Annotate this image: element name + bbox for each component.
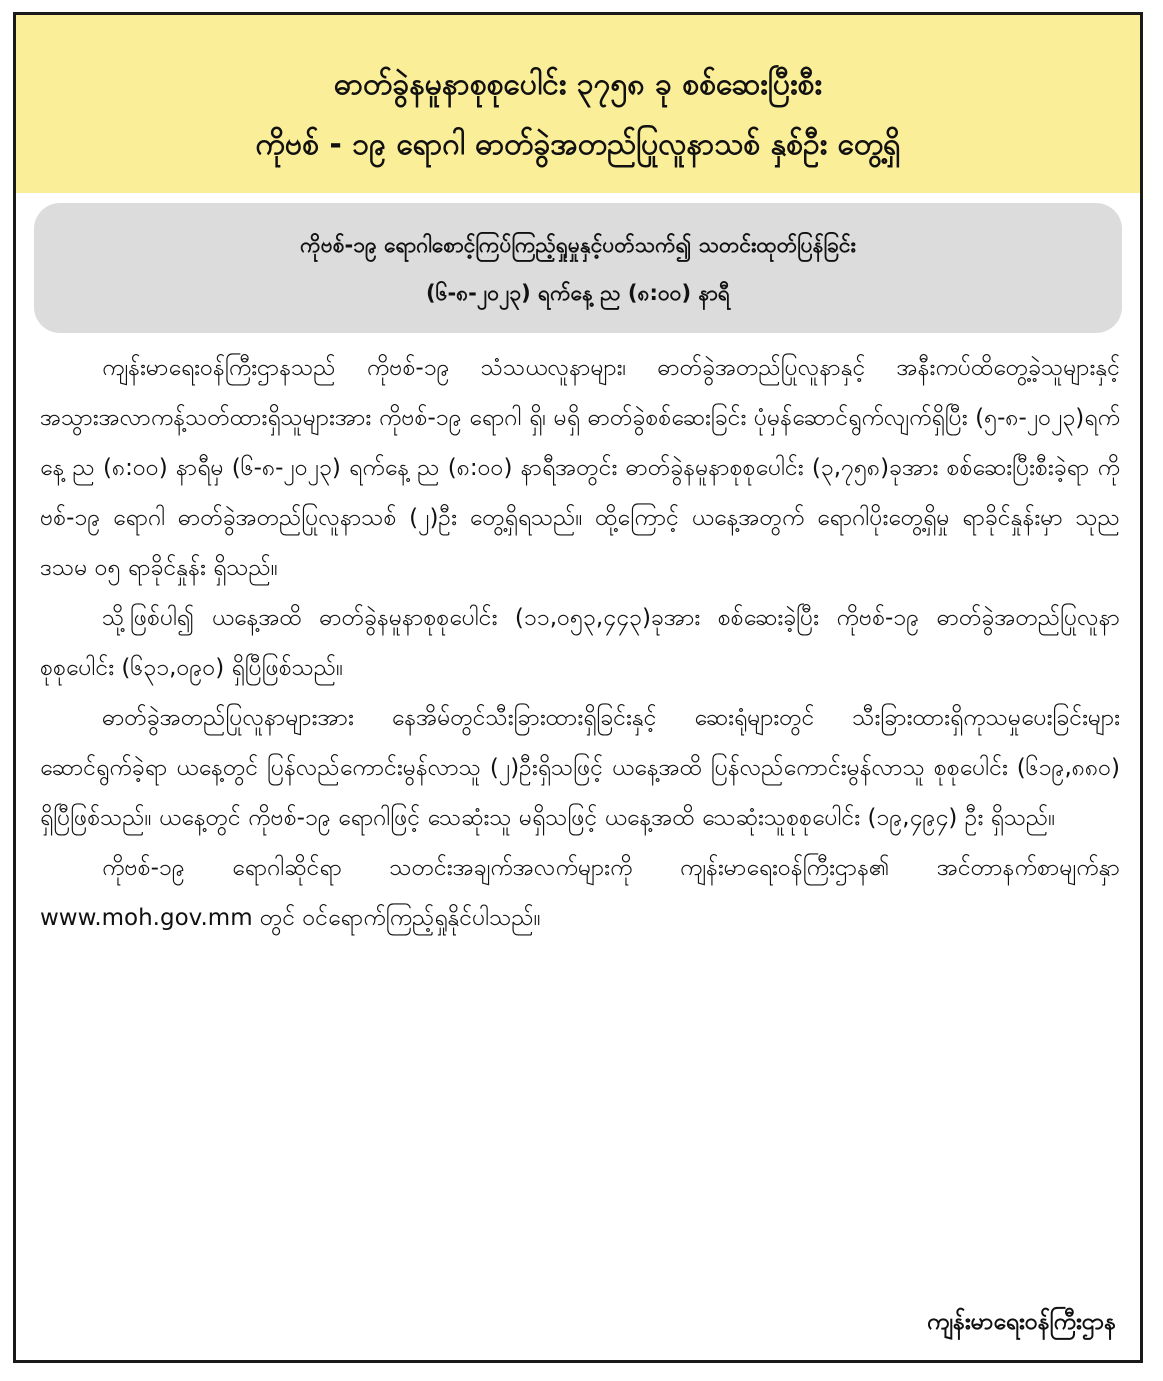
paragraph-cumulative-totals: သို့ဖြစ်ပါ၍ ယနေ့အထိ ဓာတ်ခွဲနမူနာစုစုပေါင်း (၁၁,၀၅၃,၄၄၃)ခုအား စစ်ဆေးခဲ့ပြီး ကိုဗစ်-၁၉ ဓာတ်ခွဲအတည်ပြုလူနာ စုစုပေါင်း (၆၃၁,၀၉၀) ရှိပြီဖြစ်သည်။ <box>40 605 1120 681</box>
paragraph-test-results: ကျန်းမာရေးဝန်ကြီးဌာနသည် ကိုဗစ်-၁၉ သံသယလူနာများ၊ ဓာတ်ခွဲအတည်ပြုလူနာနှင့် အနီးကပ်ထိတွေ့ခဲ့သူများနှင့် အသွားအလာကန့်သတ်ထားရှိသူများအား ကိုဗစ်-၁၉ ရောဂါ ရှိ၊ မရှိ ဓာတ်ခွဲစစ်ဆေးခြင်း ပုံမှန်ဆောင်ရွက်လျက်ရှိပြီး (၅-၈-၂၀၂၃)ရက်နေ့ ည (၈:၀၀) နာရီမှ (၆-၈-၂၀၂၃) ရက်နေ့ ည (၈:၀၀) နာရီအတွင်း ဓာတ်ခွဲနမူနာစုစုပေါင်း (၃,၇၅၈)ခုအား စစ်ဆေးပြီးစီးခဲ့ရာ ကိုဗစ်-၁၉ ရောဂါ ဓာတ်ခွဲအတည်ပြုလူနာသစ် (၂)ဦး တွေ့ရှိရသည်။ ထို့ကြောင့် ယနေ့အတွက် ရောဂါပိုးတွေ့ရှိမှု ရာခိုင်နှုန်းမှာ သုည ဒသမ ၀၅ ရာခိုင်နှုန်း ရှိသည်။ <box>40 355 1120 581</box>
paragraph-recoveries-deaths: ဓာတ်ခွဲအတည်ပြုလူနာများအား နေအိမ်တွင်သီးခြားထားရှိခြင်းနှင့် ဆေးရုံများတွင် သီးခြားထားရှိကုသမှုပေးခြင်းများ ဆောင်ရွက်ခဲ့ရာ ယနေ့တွင် ပြန်လည်ကောင်းမွန်လာသူ (၂)ဦးရှိသဖြင့် ယနေ့အထိ ပြန်လည်ကောင်းမွန်လာသူ စုစုပေါင်း (၆၁၉,၈၈၀) ရှိပြီဖြစ်သည်။ ယနေ့တွင် ကိုဗစ်-၁၉ ရောဂါဖြင့် သေဆုံးသူ မရှိသဖြင့် ယနေ့အထိ သေဆုံးသူစုစုပေါင်း (၁၉,၄၉၄) ဦး ရှိသည်။ <box>40 705 1120 831</box>
body-text <box>40 343 1120 943</box>
announcement-frame <box>13 12 1143 1363</box>
subhead-date: (၆-၈-၂၀၂၃) ရက်နေ့ ည (၈:၀၀) နာရီ <box>426 281 730 305</box>
headline-line-1: ဓာတ်ခွဲနမူနာစုစုပေါင်း ၃၇၅၈ ခု စစ်ဆေးပြီးစီး <box>333 67 823 102</box>
signature-ministry: ကျန်းမာရေးဝန်ကြီးဌာန <box>926 1309 1116 1335</box>
headline-line-2: ကိုဗစ် - ၁၉ ရောဂါ ဓာတ်ခွဲအတည်ပြုလူနာသစ် နှစ်ဦး တွေ့ရှိ <box>255 127 901 162</box>
headline-band <box>16 15 1140 193</box>
subhead-title: ကိုဗစ်-၁၉ ရောဂါစောင့်ကြပ်ကြည့်ရှုမှုနှင့်ပတ်သက်၍ သတင်းထုတ်ပြန်ခြင်း <box>300 233 856 257</box>
paragraph-website-info: ကိုဗစ်-၁၉ ရောဂါဆိုင်ရာ သတင်းအချက်အလက်များကို ကျန်းမာရေးဝန်ကြီးဌာန၏ အင်တာနက်စာမျက်နှာ www.moh.gov.mm တွင် ဝင်ရောက်ကြည့်ရှုနိုင်ပါသည်။ <box>40 855 1120 931</box>
subhead-box <box>34 203 1122 333</box>
